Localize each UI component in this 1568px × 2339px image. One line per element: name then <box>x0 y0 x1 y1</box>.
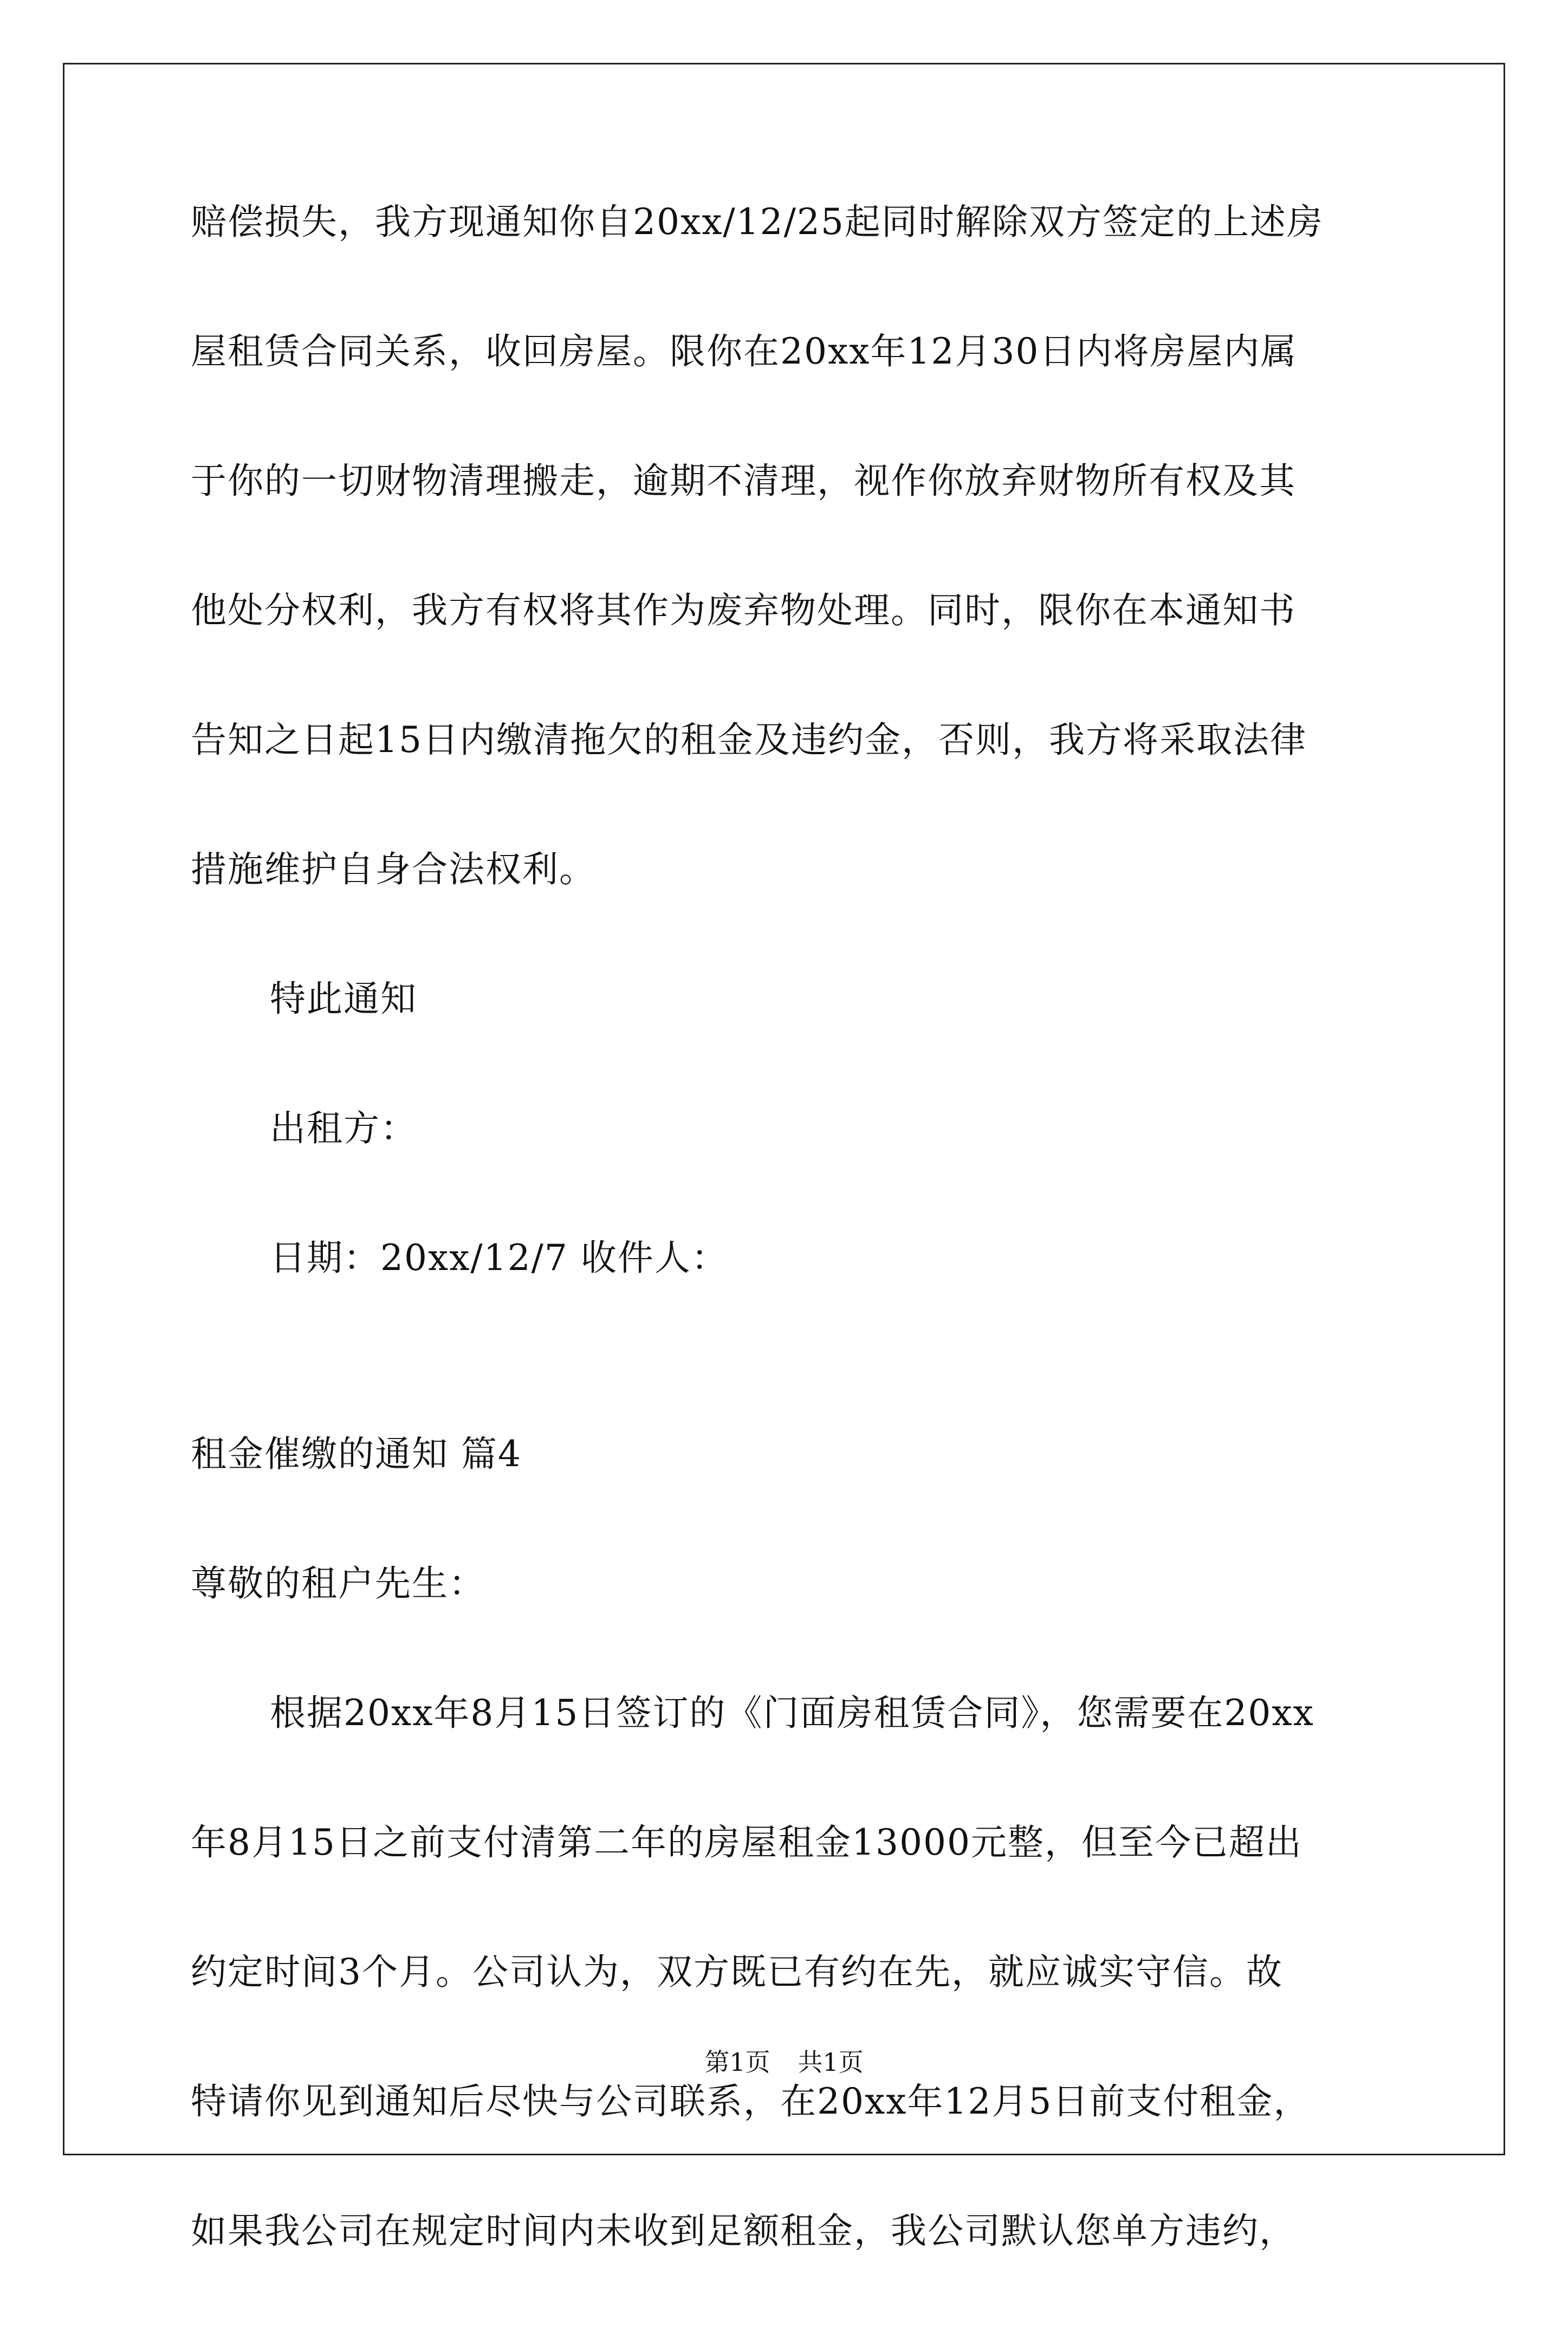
date-recipient-line: 日期：20xx/12/7 收件人： <box>270 1237 728 1279</box>
document-body <box>191 200 1383 2339</box>
text-line: 约定时间3个月。公司认为，双方既已有约在先，就应诚实守信。故 <box>191 1951 1283 1993</box>
lessor-label: 出租方： <box>270 1107 417 1149</box>
closing-text: 特此通知 <box>270 978 417 1020</box>
text-line: 根据20xx年8月15日签订的《门面房租赁合同》，您需要在20xx <box>270 1692 1314 1734</box>
paragraph-rent-reminder <box>191 1692 1383 2253</box>
section-title: 租金催缴的通知 篇4 <box>191 1433 522 1475</box>
page-number: 第1页 <box>704 2048 770 2077</box>
text-line: 告知之日起15日内缴清拖欠的租金及违约金，否则，我方将采取法律 <box>191 719 1307 761</box>
salutation: 尊敬的租户先生： <box>191 1563 485 1604</box>
text-line: 特请你见到通知后尽快与公司联系，在20xx年12月5日前支付租金， <box>191 2081 1311 2122</box>
page-footer <box>0 2047 1568 2077</box>
paragraph-termination-notice <box>191 200 1383 891</box>
text-line: 赔偿损失，我方现通知你自20xx/12/25起同时解除双方签定的上述房 <box>191 201 1324 243</box>
text-line: 如果我公司在规定时间内未收到足额租金，我公司默认您单方违约， <box>191 2210 1296 2252</box>
text-line: 措施维护自身合法权利。 <box>191 848 596 890</box>
text-line: 屋租赁合同关系，收回房屋。限你在20xx年12月30日内将房屋内属 <box>191 331 1298 372</box>
text-line: 年8月15日之前支付清第二年的房屋租金13000元整，但至今已超出 <box>191 1822 1303 1863</box>
text-line: 他处分权利，我方有权将其作为废弃物处理。同时，限你在本通知书 <box>191 589 1296 631</box>
page-total: 共1页 <box>798 2048 864 2077</box>
text-line: 于你的一切财物清理搬走，逾期不清理，视作你放弃财物所有权及其 <box>191 460 1296 502</box>
